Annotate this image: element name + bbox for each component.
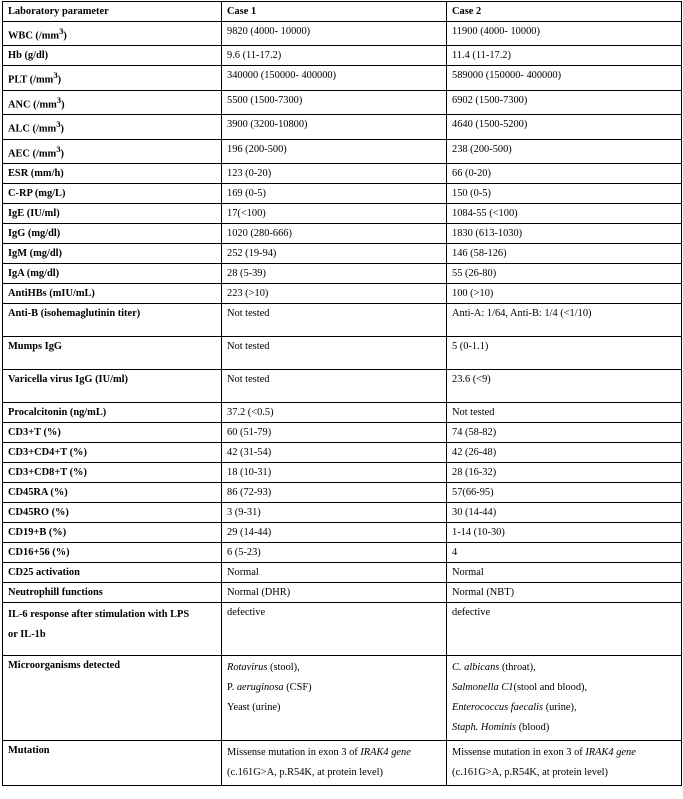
case1-cell: Not tested [222,304,447,337]
organism-line [227,698,441,718]
parameter-cell: Microorganisms detected [3,656,222,741]
parameter-cell [3,423,222,443]
parameter-cell: Mutation [3,741,222,786]
organism-source: (stool and blood), [513,682,588,694]
parameter-label: IgA (mg/dl) [8,268,60,280]
parameter-label: CD3+T (%) [8,427,61,439]
parameter-label: AntiHBs (mIU/mL) [8,288,95,300]
case2-cell: 5 (0-1.1) [447,337,682,370]
case1-cell: 5500 (1500-7300) [222,90,447,114]
header-parameter: Laboratory parameter [3,2,222,22]
case1-cell: 60 (51-79) [222,423,447,443]
case2-cell: 150 (0-5) [447,184,682,204]
organism-name: Enterococcus faecalis [452,702,544,714]
parameter-suffix: ) [60,148,64,160]
parameter-cell [3,46,222,66]
case1-cell: 42 (31-54) [222,443,447,463]
parameter-label: CD25 activation [8,567,80,579]
table-row [3,204,682,224]
parameter-cell [3,403,222,423]
organism-source: (throat), [499,662,536,674]
parameter-label: CD3+CD4+T (%) [8,447,87,459]
parameter-cell [3,443,222,463]
table-row [3,304,682,337]
parameter-cell [3,66,222,90]
case2-cell: defective [447,603,682,656]
parameter-label: CD45RO (%) [8,507,69,519]
table-row [3,370,682,403]
table-row [3,115,682,139]
parameter-superscript: 3 [56,94,62,105]
parameter-label-line2: or IL-1b [8,629,46,641]
parameter-cell [3,139,222,163]
parameter-label: Mumps IgG [8,341,62,353]
case2-cell: 42 (26-48) [447,443,682,463]
case1-cell: 3900 (3200-10800) [222,115,447,139]
case2-cell: 6902 (1500-7300) [447,90,682,114]
case2-cell: 4640 (1500-5200) [447,115,682,139]
table-row [3,284,682,304]
parameter-cell [3,90,222,114]
parameter-label: Procalcitonin (ng/mL) [8,407,107,419]
table-row [3,503,682,523]
parameter-cell [3,543,222,563]
organism-source: Yeast (urine) [227,702,281,714]
parameter-label: AEC (/mm [8,148,57,160]
case2-cell: 1-14 (10-30) [447,523,682,543]
parameter-cell [3,523,222,543]
parameter-cell [3,264,222,284]
case2-cell: 74 (58-82) [447,423,682,443]
case1-cell [222,741,447,786]
table-row [3,443,682,463]
parameter-cell [3,304,222,337]
table-row [3,523,682,543]
case2-cell: 11900 (4000- 10000) [447,22,682,46]
case1-cell: 29 (14-44) [222,523,447,543]
parameter-cell [3,284,222,304]
parameter-cell [3,463,222,483]
organism-source: (blood) [516,722,550,734]
case2-cell: 589000 (150000- 400000) [447,66,682,90]
case2-cell: 55 (26-80) [447,264,682,284]
parameter-cell [3,22,222,46]
organism-line [452,718,676,738]
organism-name: Rotavirus [227,662,268,674]
case1-cell: 169 (0-5) [222,184,447,204]
organism-name: Staph. Hominis [452,722,517,734]
case2-cell: 4 [447,543,682,563]
table-row [3,66,682,90]
parameter-cell [3,483,222,503]
table-row [3,224,682,244]
case2-cell: Normal [447,563,682,583]
parameter-superscript: 3 [59,26,64,36]
parameter-label: ALC (/mm [8,123,57,135]
parameter-label: Varicella virus IgG (IU/ml) [8,374,128,386]
case1-cell: defective [222,603,447,656]
table-row [3,403,682,423]
case1-cell: Not tested [222,337,447,370]
case1-cell: 6 (5-23) [222,543,447,563]
case1-cell: 86 (72-93) [222,483,447,503]
case1-cell: 17(<100) [222,204,447,224]
case1-cell: 340000 (150000- 400000) [222,66,447,90]
parameter-cell [3,583,222,603]
mutation-line2: (c.161G>A, p.R54K, at protein level) [227,767,383,779]
parameter-label: Anti-B (isohemaglutinin titer) [8,308,141,320]
parameter-suffix: ) [60,123,64,135]
parameter-superscript: 3 [53,70,58,81]
lab-parameters-table [2,1,682,786]
organism-line [227,658,441,678]
parameter-superscript: 3 [56,119,61,130]
parameter-label: CD16+56 (%) [8,547,70,559]
parameter-cell [3,503,222,523]
parameter-label: ANC (/mm [8,99,57,111]
case1-cell: 223 (>10) [222,284,447,304]
case2-cell: 23.6 (<9) [447,370,682,403]
case1-cell [222,656,447,741]
parameter-suffix: ) [61,99,65,111]
case1-cell: 196 (200-500) [222,139,447,163]
case2-cell: 1084-55 (<100) [447,204,682,224]
case1-cell: 3 (9-31) [222,503,447,523]
organism-line [227,678,441,698]
gene-name: IRAK4 gene [360,747,411,759]
parameter-suffix: ) [63,30,67,42]
case2-cell: 1830 (613-1030) [447,224,682,244]
case2-cell: 30 (14-44) [447,503,682,523]
case2-cell: 57(66-95) [447,483,682,503]
table-row [3,423,682,443]
header-case1: Case 1 [222,2,447,22]
organism-name: aeruginosa [236,682,284,694]
parameter-cell [3,164,222,184]
table-row [3,184,682,204]
table-row [3,543,682,563]
case2-cell: 146 (58-126) [447,244,682,264]
parameter-label: C-RP (mg/L) [8,188,66,200]
mutation-line1 [227,743,441,763]
parameter-superscript: 3 [56,143,61,154]
parameter-cell [3,224,222,244]
case1-cell: Normal (DHR) [222,583,447,603]
case2-cell: 100 (>10) [447,284,682,304]
parameter-cell [3,184,222,204]
case1-cell: 252 (19-94) [222,244,447,264]
table-row-microorganisms [3,656,682,741]
parameter-label: CD3+CD8+T (%) [8,467,87,479]
table-header-row [3,2,682,22]
case2-cell [447,656,682,741]
parameter-label: IgG (mg/dl) [8,228,61,240]
case2-cell: 28 (16-32) [447,463,682,483]
organism-line [452,698,676,718]
organism-line [452,658,676,678]
organism-name: C. albicans [452,662,500,674]
parameter-label: Neutrophill functions [8,587,103,599]
case1-cell: 9.6 (11-17.2) [222,46,447,66]
parameter-cell [3,370,222,403]
case2-cell: 238 (200-500) [447,139,682,163]
header-case2: Case 2 [447,2,682,22]
parameter-cell [3,603,222,656]
parameter-label: IgE (IU/ml) [8,208,60,220]
table-row [3,337,682,370]
case2-cell: 11.4 (11-17.2) [447,46,682,66]
case1-cell: 123 (0-20) [222,164,447,184]
parameter-cell [3,337,222,370]
case1-cell: 37.2 (<0.5) [222,403,447,423]
case1-cell: Not tested [222,370,447,403]
mutation-line2: (c.161G>A, p.R54K, at protein level) [452,767,608,779]
organism-source: (urine), [543,702,577,714]
case1-cell: 9820 (4000- 10000) [222,22,447,46]
table-row [3,563,682,583]
parameter-cell [3,244,222,264]
table-row-il6 [3,603,682,656]
parameter-label: CD19+B (%) [8,527,67,539]
table-row [3,244,682,264]
case1-cell: Normal [222,563,447,583]
table-row-mutation [3,741,682,786]
parameter-suffix: ) [57,74,62,86]
parameter-cell [3,563,222,583]
parameter-label: Hb (g/dl) [8,50,49,62]
parameter-label-line1: IL-6 response after stimulation with LPS [8,609,190,621]
organism-source: (stool), [267,662,300,674]
table-row [3,22,682,46]
parameter-label: ESR (mm/h) [8,168,64,180]
organism-line [452,678,676,698]
case1-cell: 1020 (280-666) [222,224,447,244]
table-row [3,583,682,603]
parameter-cell [3,115,222,139]
parameter-label: IgM (mg/dl) [8,248,62,260]
case2-cell [447,741,682,786]
mutation-line1 [452,743,676,763]
mutation-text: Missense mutation in exon 3 of [452,747,586,759]
table-row [3,46,682,66]
parameter-label: CD45RA (%) [8,487,68,499]
organism-name: Salmonella C1 [452,682,514,694]
organism-prefix: P. [227,682,237,694]
gene-name: IRAK4 gene [585,747,636,759]
case2-cell: Anti-A: 1/64, Anti-B: 1/4 (<1/10) [447,304,682,337]
case2-cell: 66 (0-20) [447,164,682,184]
parameter-label: PLT (/mm [8,74,54,86]
table-row [3,164,682,184]
table-row [3,483,682,503]
mutation-text: Missense mutation in exon 3 of [227,747,361,759]
case1-cell: 18 (10-31) [222,463,447,483]
table-row [3,463,682,483]
case2-cell: Normal (NBT) [447,583,682,603]
case1-cell: 28 (5-39) [222,264,447,284]
organism-source: (CSF) [283,682,312,694]
parameter-cell [3,204,222,224]
parameter-label: WBC (/mm [8,30,60,42]
table-row [3,90,682,114]
table-row [3,139,682,163]
case2-cell: Not tested [447,403,682,423]
table-row [3,264,682,284]
